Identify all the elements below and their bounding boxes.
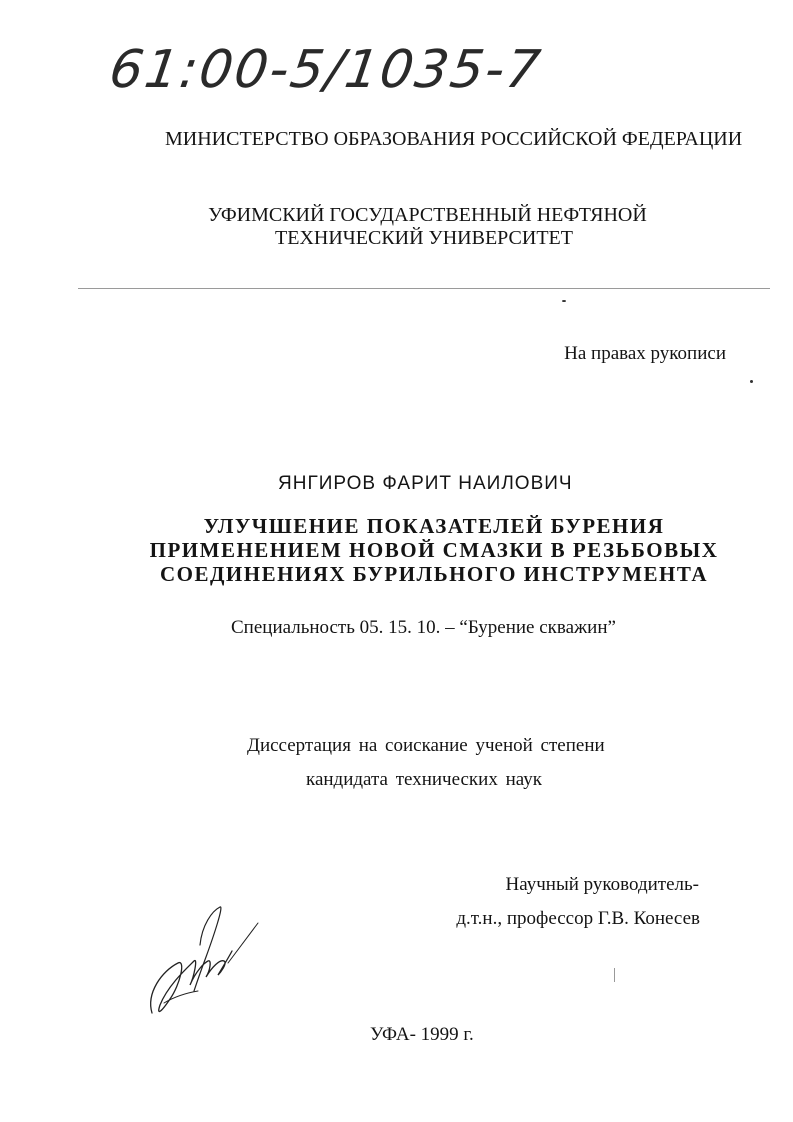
dissertation-title-line-2: ПРИМЕНЕНИЕМ НОВОЙ СМАЗКИ В РЕЗЬБОВЫХ bbox=[149, 538, 719, 562]
header-divider bbox=[78, 288, 770, 289]
degree-statement-line-2: кандидата технических наук bbox=[306, 769, 542, 790]
author-name: ЯНГИРОВ ФАРИТ НАИЛОВИЧ bbox=[278, 473, 573, 494]
degree-statement-line-1: Диссертация на соискание ученой степени bbox=[247, 735, 605, 756]
scan-speck bbox=[614, 968, 615, 982]
handwritten-archive-code: 61:00-5/1035-7 bbox=[105, 40, 546, 100]
manuscript-note: На правах рукописи bbox=[564, 343, 726, 364]
specialty-line: Специальность 05. 15. 10. – “Бурение скважин” bbox=[231, 617, 616, 638]
scan-speck bbox=[750, 380, 753, 383]
signature-icon bbox=[140, 905, 260, 1025]
dissertation-title-line-3: СОЕДИНЕНИЯХ БУРИЛЬНОГО ИНСТРУМЕНТА bbox=[159, 562, 709, 586]
city-and-year: УФА- 1999 г. bbox=[370, 1024, 474, 1045]
ministry-heading: МИНИСТЕРСТВО ОБРАЗОВАНИЯ РОССИЙСКОЙ ФЕДЕРАЦИИ bbox=[165, 128, 743, 150]
dissertation-title-line-1: УЛУЧШЕНИЕ ПОКАЗАТЕЛЕЙ БУРЕНИЯ bbox=[203, 514, 665, 538]
advisor-name: д.т.н., профессор Г.В. Конесев bbox=[456, 908, 700, 929]
university-name-line-2: ТЕХНИЧЕСКИЙ УНИВЕРСИТЕТ bbox=[275, 227, 573, 249]
scan-speck bbox=[562, 300, 566, 302]
university-name-line-1: УФИМСКИЙ ГОСУДАРСТВЕННЫЙ НЕФТЯНОЙ bbox=[208, 204, 647, 226]
advisor-label: Научный руководитель- bbox=[505, 874, 699, 895]
